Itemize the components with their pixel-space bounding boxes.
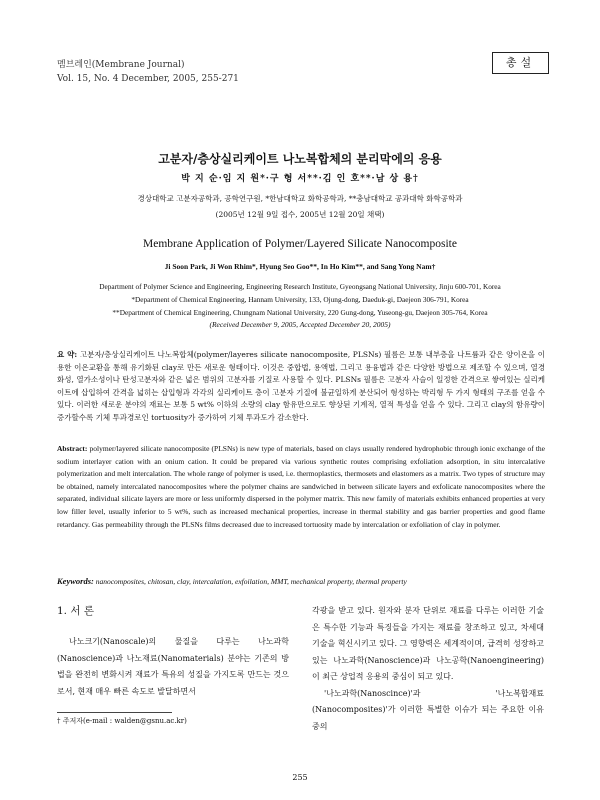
title-english: Membrane Application of Polymer/Layered Silicate Nanocomposite [143,238,457,250]
intro-right-paragraph-2: '나노과학(Nanoscince)'과 '나노복합재료(Nanocomposites)'가 이러한 특별한 이슈가 되는 주요한 이유 중의 [312,688,544,731]
category-badge: 총설 [492,52,549,74]
authors-english: Ji Soon Park, Ji Won Rhim*, Hyung Seo Goo**, In Ho Kim**, and Sang Yong Nam† [164,262,436,271]
abstract-korean-label: 요 약: [57,350,78,359]
affiliations-english [50,280,550,319]
abstract-english-text: polymer/layered silicate nanocomposite (PLSNs) is new type of materials, based on clays usually rendered hydrophobic through ionic exchange of the sodium interlayer cation with an onium cation. It could be prepared via various synthetic routes comprising exfoliation adsorption, in situ intercalative polymerization and melt intercalation. The whole range of polymer is used, i.e. thermoplastics, thermosets and elastomers as a matrix. Two types of structure may be obtained, namely intercalated nanocomposites where the polymer chains are sandwiched in between silicate layers and exfolicate nanocomposites where the separated, individual silicate layers are more or less uniformly dispersed in the polymer matrix. This new family of materials exhibits enhanced properties at very low filler level, usually inferior to 5 wt%, such as increased mechanical properties, increase in thermal stability and gas barrier properties and good flame retardancy. Gas permeability through the PLSNs films decreased due to increased tortuosity made by intercalation or exfoliation of clay in polymer. [57,444,546,529]
journal-header [57,58,239,86]
intro-right-paragraph-1: 각광을 받고 있다. 원자와 분자 단위로 재료를 다루는 이러한 기술은 특수한 기능과 특징들을 가지는 재료를 창조하고 있고, 차세대 기술을 혁신시키고 있다. 그 영향력은 세계적이며, 급격히 성장하고 있는 나노과학(Nanoscience)과 나노공학(Nanoengineering)이 최근 상업적 응용의 중심이 되고 있다. [312,606,544,681]
keywords-text: nanocomposites, chitosan, clay, intercalation, exfoilation, MMT, mechanical property, thermal property [95,577,407,586]
abstract-korean-text: 고분자/층상실리케이트 나노복합체(polymer/layeres silicate nanocomposite, PLSNs) 필름은 보통 내부층을 나트륨과 같은 양이온을 이용한 이온교환을 통해 유기화된 clay로 만든 새로운 형태이다. 이것은 중합법, 용액법, 그리고 용융법과 같은 다양한 방법으로 제조할 수 있으며, 열경화성, 열가소성이나 탄성고분자와 같은 넓은 범위의 고분자를 기질로 사용할 수 있다. PLSNs 필름은 고분자 사슬이 일정한 간격으로 쌓여있는 실리케이트에 삽입하여 간격을 넓히는 삽입형과 각각의 실리케이트 층이 고분자 기질에 불균일하게 분산되어 형성하는 박리형 두 가지 형태의 구조를 얻을 수 있다. 이러한 새로운 분야의 재료는 보통 5 wt% 이하의 소량의 clay 함유만으로도 향상된 기계적, 열적 특성을 얻을 수 있다. 그리고 clay의 함유량이 증가할수록 기체 투과경로인 tortuosity가 증가하여 기체 투과도가 감소한다. [57,350,545,422]
section-heading: 1. 서 론 [57,605,94,617]
authors-korean: 박 지 순·임 지 원*·구 형 서**·김 인 호**·남 상 용† [181,174,419,184]
page-number: 255 [292,773,308,782]
title-korean: 고분자/층상실리케이트 나노복합체의 분리막에의 응용 [158,152,442,166]
keywords-label: Keywords: [57,576,94,586]
abstract-english-label: Abstract: [57,444,88,453]
dates-korean: (2005년 12월 9일 접수, 2005년 12월 20일 채택) [215,210,385,219]
affiliation-2: *Department of Chemical Engineering, Hannam University, 133, Ojung-dong, Daeduk-gi, Daejeon 306-791, Korea [131,295,469,304]
footnote-divider [57,712,172,713]
intro-left-column: 나노크기(Nanoscale)의 물질을 다루는 나노과학(Nanoscience)과 나노재료(Nanomaterials) 분야는 기존의 방법을 완전히 변화시켜 재료가 특유의 성질을 가지도록 만드는 것으로서, 현재 매우 빠른 속도로 발달하면서 [57,637,289,696]
intro-right-column [312,603,544,735]
affiliation-3: **Department of Chemical Engineering, Chungnam National University, 220 Gung-dong, Yuseong-gu, Daejeon 305-764, Korea [112,308,488,317]
abstract-korean [57,349,545,424]
abstract-english [57,443,545,531]
affiliation-1: Department of Polymer Science and Engineering, Engineering Research Institute, Gyeongsang National University, Jinju 600-701, Korea [99,282,501,291]
journal-name: 멤브레인(Membrane Journal) [57,60,185,70]
dates-english: (Received December 9, 2005, Accepted December 20, 2005) [209,320,391,329]
journal-issue: Vol. 15, No. 4 December, 2005, 255-271 [57,74,239,84]
keywords [57,576,545,586]
affiliation-korean: 경상대학교 고분자공학과, 공학연구원, *한남대학교 화학공학과, **충남대학교 공과대학 화학공학과 [137,194,463,203]
footnote: † 주저자(e-mail : walden@gsnu.ac.kr) [57,717,187,725]
